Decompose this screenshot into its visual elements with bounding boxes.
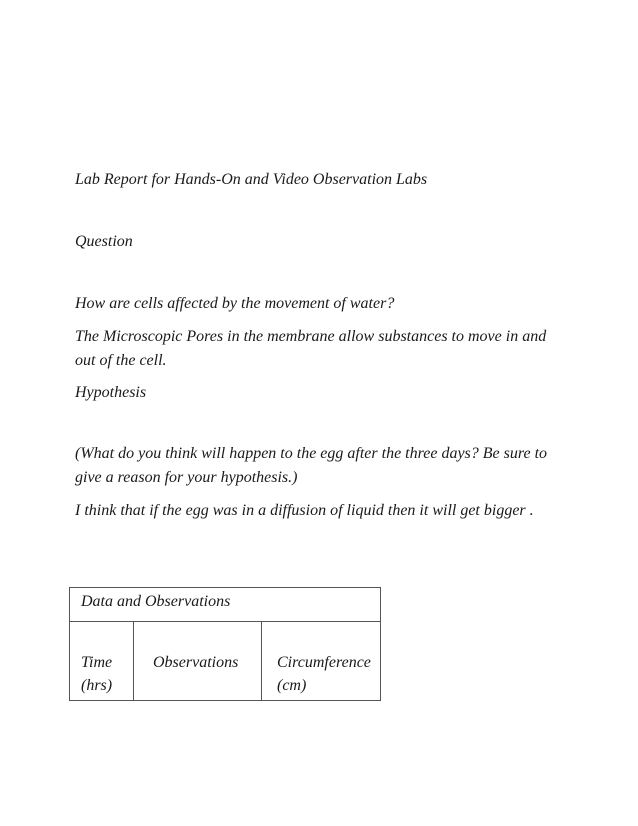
- answer-text: The Microscopic Pores in the membrane allow substances to move in and out of the cell.: [75, 328, 547, 369]
- column-header: Time (hrs): [81, 654, 113, 694]
- table-heading: Data and Observations: [81, 593, 231, 610]
- table-header-cell-observations: [134, 622, 262, 701]
- question-text: How are cells affected by the movement of water?: [75, 295, 395, 312]
- question-heading: Question: [75, 233, 133, 250]
- hypothesis-heading: Hypothesis: [75, 384, 147, 401]
- table-header-cell-circumference: [262, 622, 381, 701]
- column-header: Circumference (cm): [277, 654, 371, 694]
- data-table: [69, 587, 381, 701]
- column-header: Observations: [153, 654, 239, 671]
- table-header-cell-time: [70, 622, 134, 701]
- hypothesis-prompt: (What do you think will happen to the egg after the three days? Be sure to give a reason for your hypothesis.): [75, 445, 548, 486]
- table-heading-row: [70, 588, 380, 622]
- report-title: Lab Report for Hands-On and Video Observation Labs: [75, 171, 428, 188]
- hypothesis-answer: I think that if the egg was in a diffusion of liquid then it will get bigger .: [75, 502, 534, 519]
